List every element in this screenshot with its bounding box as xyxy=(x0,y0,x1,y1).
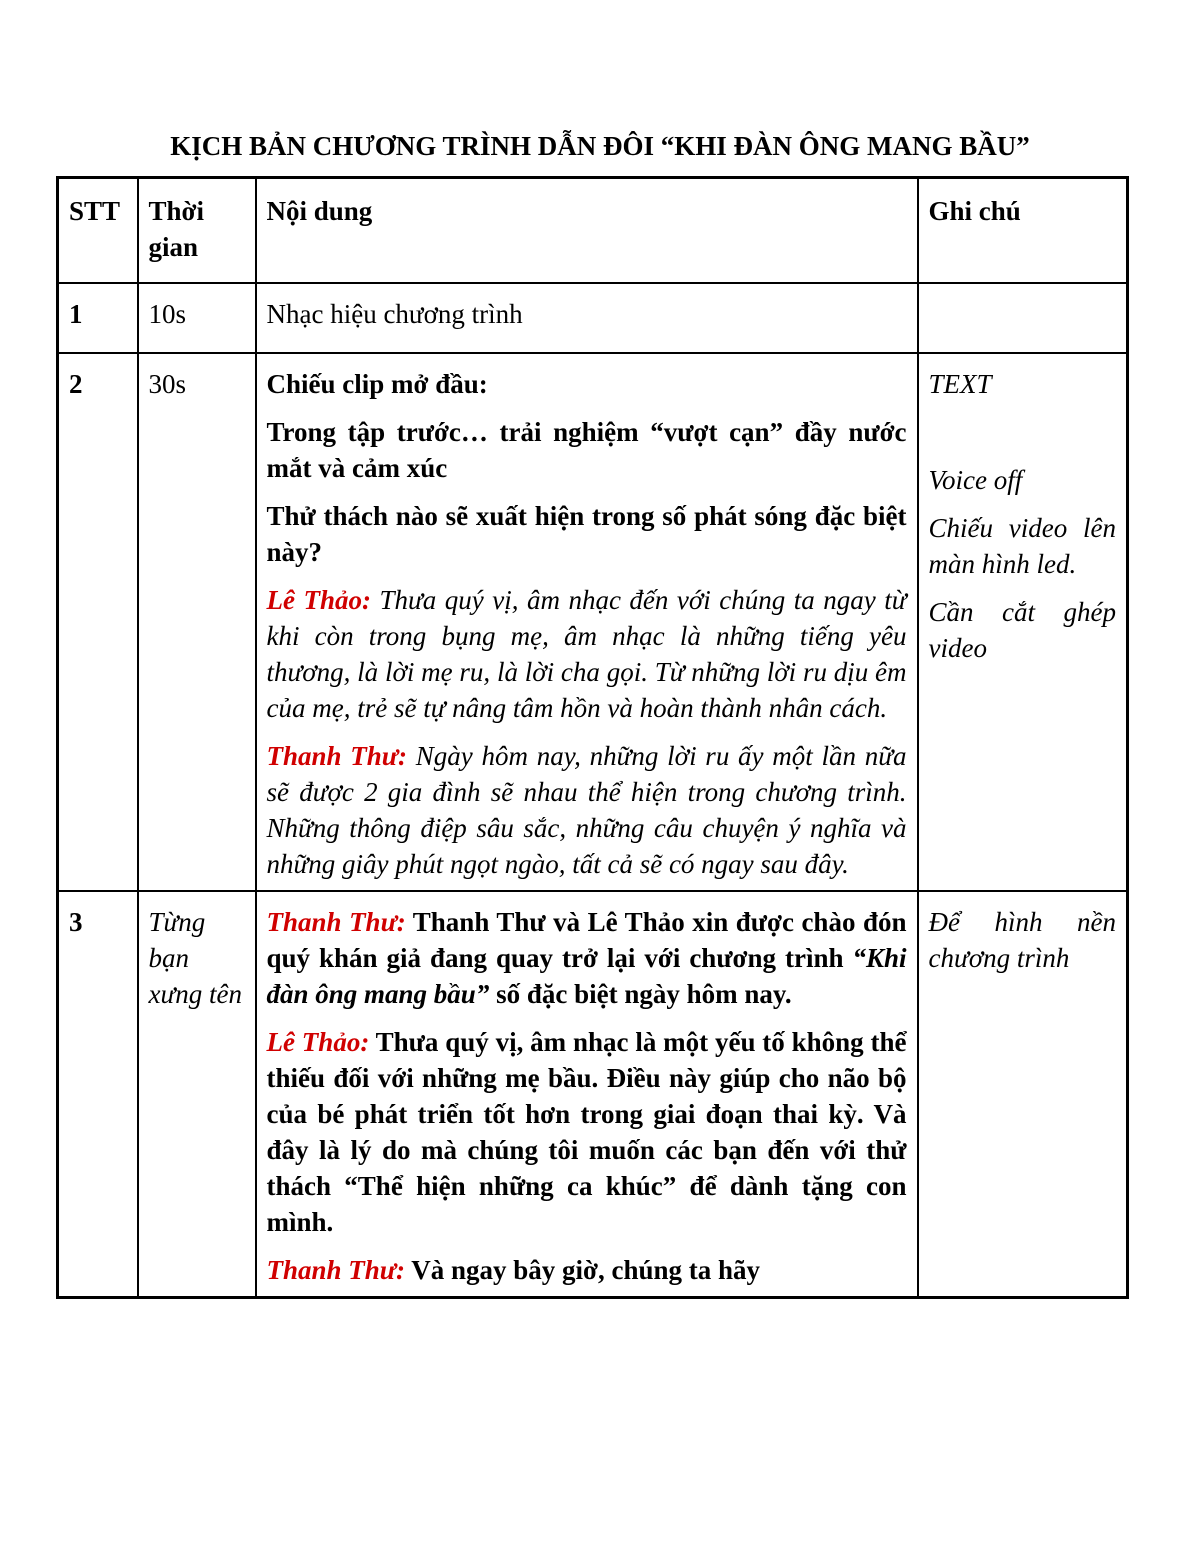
note-background: Để hình nền chương trình xyxy=(928,906,1116,973)
table-header-row xyxy=(58,178,1128,283)
row2-thanh-thu-line xyxy=(267,738,907,882)
row2-clip-heading: Chiếu clip mở đầu: xyxy=(266,368,488,399)
row1-note xyxy=(918,283,1128,353)
speaker-label: Thanh Thư: xyxy=(266,740,407,771)
note-spacer xyxy=(929,414,1117,462)
header-content xyxy=(256,178,918,283)
row2-note xyxy=(918,353,1128,891)
row3-thanh-thu-line xyxy=(267,1252,907,1288)
row3-time: Từng bạn xưng tên xyxy=(138,891,256,1298)
header-note xyxy=(918,178,1128,283)
row3-thanh-thu-greeting xyxy=(267,904,907,1012)
header-content-label: Nội dung xyxy=(266,196,373,226)
speaker-label: Thanh Thư: xyxy=(266,1254,405,1285)
row1-time: 10s xyxy=(138,283,256,353)
row2-time: 30s xyxy=(138,353,256,891)
speech-text: Và ngay bây giờ, chúng ta hãy xyxy=(404,1254,761,1285)
speech-text: Thưa quý vị, âm nhạc là một yếu tố không thể thiếu đối với những mẹ bầu. Điều này giúp cho não bộ của bé phát triển tốt hơn trong giai đoạn thai kỳ. Và đây là lý do mà chúng tôi muốn các bạn đến với thử thách “Thể hiện những ca khúc” để dành tặng con mình. xyxy=(266,1026,907,1237)
table-row xyxy=(58,353,1128,891)
row1-stt: 1 xyxy=(58,283,138,353)
header-note-label: Ghi chú xyxy=(928,196,1021,226)
row3-le-thao-line xyxy=(267,1024,907,1240)
speech-text: Thưa quý vị, âm nhạc đến với chúng ta ngay từ khi còn trong bụng mẹ, âm nhạc là những tiếng yêu thương, là lời mẹ ru, là lời cha gọi. Từ những lời ru dịu êm của mẹ, trẻ sẽ tự nâng tâm hồn và hoàn thành nhân cách. xyxy=(266,584,907,723)
note-show-video: Chiếu video lên màn hình led. xyxy=(928,512,1116,579)
speech-text: Thanh Thư và Lê Thảo xin được chào đón quý khán giả đang quay trở lại với chương trình xyxy=(266,906,907,973)
header-stt-label: STT xyxy=(69,196,121,226)
row2-challenge-question: Thử thách nào sẽ xuất hiện trong số phát sóng đặc biệt này? xyxy=(266,500,907,567)
speech-text: Ngày hôm nay, những lời ru ấy một lần nữa sẽ được 2 gia đình sẽ nhau thể hiện trong chương trình. Những thông điệp sâu sắc, những câu chuyện ý nghĩa và những giây phút ngọt ngào, tất cả sẽ có ngay sau đây. xyxy=(266,740,907,879)
header-time-line1: Thời xyxy=(148,196,204,226)
row3-content xyxy=(256,891,918,1298)
row2-stt: 2 xyxy=(58,353,138,891)
header-time-line2: gian xyxy=(148,232,199,262)
script-table xyxy=(56,176,1129,1299)
row3-stt: 3 xyxy=(58,891,138,1298)
row2-le-thao-line xyxy=(267,582,907,726)
document-title: KỊCH BẢN CHƯƠNG TRÌNH DẪN ĐÔI “KHI ĐÀN ÔNG MANG BẦU” xyxy=(170,131,1030,161)
show-name: “Khi đàn ông mang bầu” xyxy=(266,942,907,1009)
row1-content: Nhạc hiệu chương trình xyxy=(256,283,918,353)
speaker-label: Thanh Thư: xyxy=(266,906,406,937)
speech-text: số đặc biệt ngày hôm nay. xyxy=(489,978,792,1009)
header-stt xyxy=(58,178,138,283)
row2-previous-episode: Trong tập trước… trải nghiệm “vượt cạn” đầy nước mắt và cảm xúc xyxy=(266,416,907,483)
note-voice-off: Voice off xyxy=(928,464,1023,495)
row3-note xyxy=(918,891,1128,1298)
note-edit-video: Cần cắt ghép video xyxy=(928,596,1116,663)
header-time xyxy=(138,178,256,283)
table-row xyxy=(58,891,1128,1298)
row2-content xyxy=(256,353,918,891)
speaker-label: Lê Thảo: xyxy=(266,1026,370,1057)
note-text: TEXT xyxy=(928,368,992,399)
table-row xyxy=(58,283,1128,353)
speaker-label: Lê Thảo: xyxy=(266,584,371,615)
